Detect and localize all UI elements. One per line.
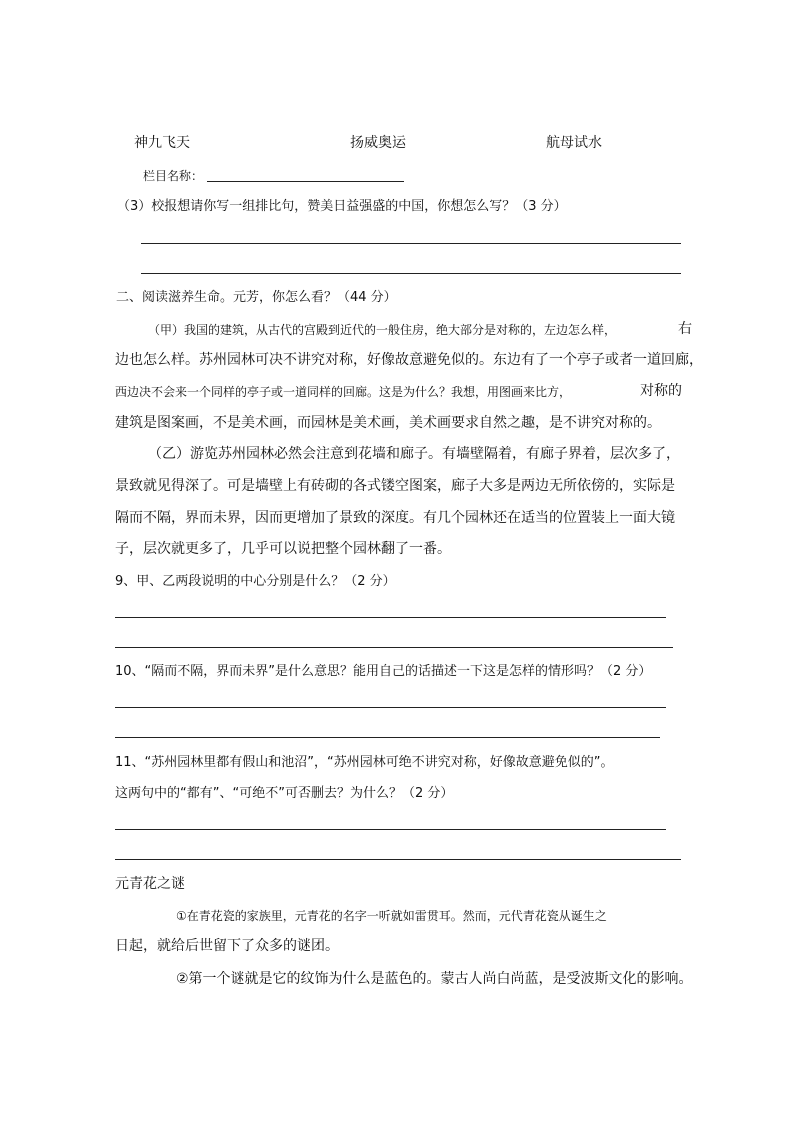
answer-line [141, 243, 681, 244]
passage-jia-line-tail: 右 [678, 321, 692, 337]
passage-yi-line: （乙）游览苏州园林必然会注意到花墙和廊子。有墙壁隔着，有廊子界着，层次多了， [148, 446, 680, 462]
answer-line [115, 617, 666, 618]
passage-yi-line: 子，层次就更多了，几乎可以说把整个园林翻了一番。 [115, 541, 451, 557]
answer-line [141, 273, 681, 274]
option-shenjiu: 神九飞天 [134, 135, 190, 151]
passage-yi-line: 景致就见得深了。可是墙壁上有砖砌的各式镂空图案，廊子大多是两边无所依傍的，实际是 [115, 478, 675, 494]
passage-jia-line: 建筑是图案画，不是美术画，而园林是美术画，美术画要求自然之趣，是不讲究对称的。 [115, 415, 661, 431]
question-11-line: 这两句中的“都有”、“可绝不”可否删去？为什么？（2 分） [115, 786, 454, 801]
answer-line [115, 737, 660, 738]
column-name-label: 栏目名称： [143, 169, 204, 183]
paragraph-2: ②第一个谜就是它的纹饰为什么是蓝色的。蒙古人尚白尚蓝，是受波斯文化的影响。 [176, 971, 693, 987]
section-2-title: 二、阅读滋养生命。元芳，你怎么看？（44 分） [116, 290, 397, 305]
passage-jia-line-tail: 对称的 [640, 383, 682, 399]
option-yangwei: 扬威奥运 [350, 135, 406, 151]
option-hangmu: 航母试水 [546, 135, 602, 151]
answer-line [115, 647, 673, 648]
paragraph-1-line: ①在青花瓷的家族里，元青花的名字一听就如雷贯耳。然而，元代青花瓷从诞生之 [176, 909, 607, 923]
question-10: 10、“隔而不隔，界而未界”是什么意思？能用自己的话描述一下这是怎样的情形吗？（2 分） [115, 664, 652, 679]
yuan-qinghua-title: 元青花之谜 [115, 876, 185, 892]
passage-jia-line: 西边决不会来一个同样的亭子或一道同样的回廊。这是为什么？我想，用图画来比方， [115, 385, 572, 399]
question-9: 9、甲、乙两段说明的中心分别是什么？（2 分） [115, 574, 396, 589]
passage-jia-line: （甲）我国的建筑，从古代的宫殿到近代的一般住房，绝大部分是对称的，左边怎么样， [148, 323, 617, 337]
column-name-blank [207, 181, 404, 182]
question-11-line: 11、“苏州园林里都有假山和池沼”，“苏州园林可绝不讲究对称，好像故意避免似的”。 [115, 755, 614, 770]
question-3: （3）校报想请你写一组排比句，赞美日益强盛的中国，你想怎么写？（3 分） [117, 199, 567, 214]
answer-line [115, 859, 681, 860]
passage-yi-line: 隔而不隔，界而未界，因而更增加了景致的深度。有几个园林还在适当的位置装上一面大镜 [115, 510, 675, 526]
paragraph-1-line: 日起，就给后世留下了众多的谜团。 [115, 938, 339, 954]
passage-jia-line: 边也怎么样。苏州园林可决不讲究对称，好像故意避免似的。东边有了一个亭子或者一道回廊， [115, 352, 703, 368]
answer-line [115, 829, 666, 830]
answer-line [115, 707, 666, 708]
